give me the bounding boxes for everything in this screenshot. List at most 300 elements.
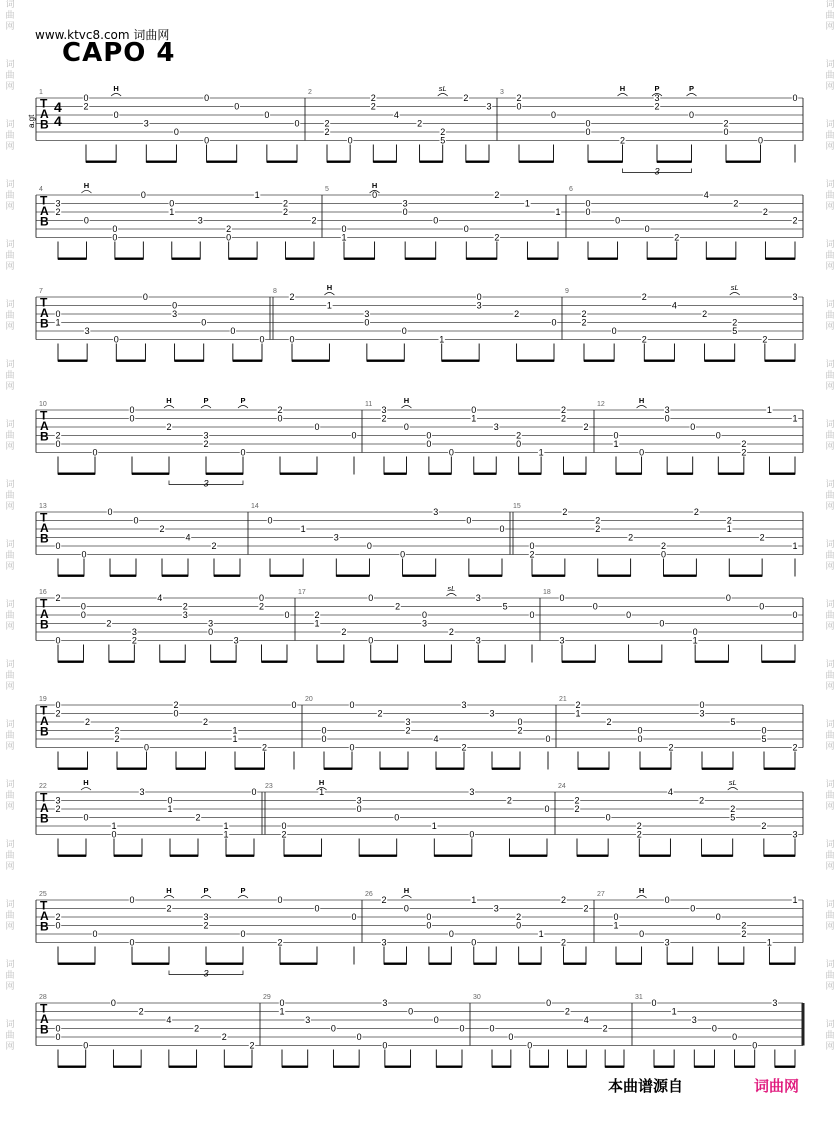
tab-note: 2 (506, 795, 512, 806)
tab-note: 0 (347, 135, 353, 146)
tab-note: 0 (403, 903, 409, 914)
tab-note: 2 (561, 405, 567, 416)
tab-note: 0 (433, 215, 439, 226)
tab-note: 2 (131, 635, 137, 646)
watermark-mark: 词 曲 网 (825, 840, 835, 872)
tab-note: 0 (314, 422, 320, 433)
note-beam (729, 575, 762, 577)
technique-slur (238, 406, 248, 409)
tab-note: 0 (408, 1006, 414, 1017)
note-beam (113, 1066, 141, 1068)
tab-note: 0 (757, 135, 764, 146)
watermark-mark: 词 曲 网 (825, 900, 835, 932)
tab-note: 3 (172, 309, 178, 320)
note-beam (206, 473, 243, 475)
tab-note: 0 (234, 101, 240, 112)
note-beam (616, 473, 642, 475)
technique-slur (401, 896, 411, 899)
tab-note: 0 (55, 1032, 61, 1043)
measure-number: 22 (39, 783, 47, 790)
tab-note: 2 (324, 118, 330, 129)
tab-note: 1 (792, 541, 798, 552)
tab-note: 0 (294, 118, 300, 129)
note-beam (58, 1066, 86, 1068)
note-beam (385, 1066, 411, 1068)
tab-clef-letter: A (40, 800, 49, 815)
tab-note: 0 (173, 708, 179, 719)
tab-clef-letter: A (40, 713, 49, 728)
tab-note: 0 (81, 549, 87, 560)
tab-note: 1 (319, 787, 325, 798)
note-beam (616, 963, 642, 965)
technique-slur (201, 896, 211, 899)
tab-note: 3 (405, 717, 411, 728)
tab-note: 2 (211, 541, 217, 552)
tab-note: 1 (766, 937, 772, 948)
measure-number: 6 (569, 186, 573, 193)
tab-note: 0 (277, 413, 283, 424)
tab-note: 1 (575, 708, 581, 719)
tab-note: 2 (792, 215, 798, 226)
tab-note: 1 (524, 198, 530, 209)
tab-system (36, 283, 803, 362)
tab-note: 0 (463, 224, 469, 235)
watermark-mark: 词 曲 网 (825, 240, 835, 272)
note-beam (578, 768, 609, 770)
tab-note: 2 (202, 717, 209, 728)
tab-note: 2 (723, 118, 729, 129)
technique-label: H (638, 396, 645, 405)
tab-note: 2 (194, 1023, 200, 1034)
watermark-mark: 词 曲 网 (5, 780, 15, 812)
watermark-mark: 词 曲 网 (825, 0, 835, 32)
tab-note: 1 (232, 734, 238, 745)
tab-note: 0 (240, 929, 246, 940)
note-beam (170, 855, 198, 857)
note-beam (765, 258, 795, 260)
technique-slur (446, 594, 456, 597)
tab-note: 2 (203, 439, 209, 450)
tab-note: 0 (592, 601, 598, 612)
note-beam (605, 1066, 624, 1068)
tab-note: 0 (527, 1040, 533, 1051)
note-beam (333, 1066, 359, 1068)
time-signature: 4 (54, 99, 62, 115)
technique-label: P (688, 84, 695, 93)
tab-note: 2 (377, 708, 383, 719)
tab-note: 0 (466, 515, 472, 526)
tab-note: 1 (766, 405, 772, 416)
tab-note: 0 (372, 190, 378, 201)
tab-note: 4 (393, 110, 399, 121)
note-beam (267, 161, 297, 163)
tab-clef-letter: B (40, 617, 49, 632)
tab-note: 0 (167, 795, 173, 806)
tab-note: 2 (55, 593, 61, 604)
instrument-label: a.gt (27, 114, 36, 128)
tab-note: 2 (55, 708, 61, 719)
note-beam (373, 161, 396, 163)
measure-number: 20 (305, 696, 313, 703)
tab-note: 2 (517, 725, 523, 736)
technique-label: H (318, 778, 325, 787)
tab-note: 2 (55, 912, 61, 923)
note-beam (280, 963, 317, 965)
tab-note: 0 (267, 515, 273, 526)
tab-note: 3 (55, 795, 61, 806)
tab-note: 2 (381, 413, 387, 424)
measure-number: 28 (39, 994, 47, 1001)
note-beam (224, 1066, 252, 1068)
tab-system (36, 696, 803, 770)
note-beam (58, 963, 95, 965)
tab-note: 0 (83, 93, 89, 104)
tab-note: 2 (730, 804, 736, 815)
note-beam (564, 473, 586, 475)
note-beam (466, 161, 489, 163)
measure-number: 3 (500, 89, 504, 96)
measure-number: 23 (265, 783, 273, 790)
watermark-mark: 词 曲 网 (825, 780, 835, 812)
tab-note: 0 (690, 422, 696, 433)
tab-note: 0 (471, 405, 477, 416)
footer-source-text: 本曲谱源自 (608, 1077, 684, 1095)
tab-note: 2 (173, 700, 179, 711)
tab-clef-letter: T (40, 96, 48, 111)
measure-number: 15 (513, 503, 521, 510)
watermark-mark: 词 曲 网 (5, 1020, 15, 1052)
time-signature: 4 (54, 113, 62, 129)
tab-note: 0 (613, 430, 619, 441)
technique-slur (324, 293, 334, 296)
note-beam (492, 1066, 511, 1068)
note-beam (702, 855, 733, 857)
tab-note: 1 (792, 413, 798, 424)
tab-note: 0 (143, 742, 150, 753)
tab-note: 0 (517, 717, 523, 728)
technique-label: P (240, 886, 246, 895)
watermark-mark: 词 曲 网 (5, 660, 15, 692)
note-beam (384, 963, 406, 965)
measure-number: 13 (39, 503, 47, 510)
watermark-mark: 词 曲 网 (825, 600, 835, 632)
tab-note: 2 (138, 1006, 144, 1017)
note-beam (436, 1066, 462, 1068)
tab-note: 2 (693, 507, 699, 518)
tab-note: 0 (516, 920, 522, 931)
tab-clef-letter: B (40, 214, 49, 229)
tab-note: 2 (55, 804, 61, 815)
tab-note: 2 (575, 700, 581, 711)
tab-note: 2 (259, 601, 265, 612)
note-beam (162, 575, 188, 577)
technique-label: H (403, 886, 410, 895)
note-beam (509, 855, 547, 857)
watermark-mark: 词 曲 网 (5, 480, 15, 512)
tab-note: 2 (277, 937, 283, 948)
note-beam (58, 575, 84, 577)
tab-note: 0 (55, 439, 61, 450)
note-beam (664, 575, 697, 577)
technique-slur (164, 896, 174, 899)
note-beam (474, 963, 496, 965)
technique-label: H (83, 181, 90, 190)
note-beam (110, 575, 136, 577)
note-beam (117, 768, 147, 770)
tab-note: 0 (585, 198, 591, 209)
tab-note: 0 (83, 215, 89, 226)
technique-label: H (113, 84, 119, 93)
note-beam (567, 1066, 586, 1068)
note-beam (702, 768, 733, 770)
watermark-mark: 词 曲 网 (5, 360, 15, 392)
triplet-mark: 3 (203, 968, 209, 979)
tab-note: 0 (129, 413, 135, 424)
capo-title: CAPO 4 (62, 38, 176, 68)
tab-note: 2 (574, 804, 580, 815)
measure-number: 27 (597, 891, 605, 898)
note-beam (478, 661, 505, 663)
tab-note: 5 (502, 601, 508, 612)
tab-note: 2 (702, 309, 708, 320)
tab-note: 0 (611, 326, 617, 337)
note-beam (425, 661, 452, 663)
technique-slur (438, 94, 448, 97)
tab-note: 3 (493, 903, 499, 914)
tab-note: 0 (341, 224, 347, 235)
tab-note: 3 (664, 937, 670, 948)
note-beam (434, 855, 472, 857)
tab-note: 3 (233, 635, 239, 646)
note-beam (282, 1066, 308, 1068)
note-beam (86, 161, 116, 163)
note-beam (226, 855, 254, 857)
note-beam (169, 1066, 197, 1068)
tab-clef-letter: B (40, 1022, 49, 1037)
tab-clef-letter: B (40, 919, 49, 934)
tab-note: 3 (792, 292, 798, 303)
technique-label: H (166, 396, 172, 405)
tab-clef-letter: B (40, 724, 49, 739)
tab-note: 0 (349, 700, 355, 711)
note-beam (58, 360, 87, 362)
technique-label: sL (438, 84, 447, 93)
tab-clef-letter: B (40, 117, 49, 132)
tab-note: 1 (671, 1006, 677, 1017)
tab-note: 0 (330, 1023, 336, 1034)
technique-slur (618, 94, 628, 97)
tab-note: 2 (203, 920, 209, 931)
note-beam (403, 575, 436, 577)
tab-note: 2 (311, 215, 317, 226)
note-beam (718, 963, 744, 965)
tab-note: 0 (476, 292, 482, 303)
note-beam (726, 161, 761, 163)
tab-note: 5 (732, 326, 738, 337)
tab-note: 3 (433, 507, 439, 518)
tab-note: 2 (619, 135, 626, 146)
technique-slur (164, 406, 174, 409)
tab-note: 2 (699, 795, 705, 806)
tab-note: 5 (730, 717, 736, 728)
tab-note: 0 (111, 829, 117, 840)
note-beam (466, 258, 497, 260)
tab-clef-letter: T (40, 898, 48, 913)
tab-note: 1 (254, 190, 260, 201)
tab-note: 0 (711, 1023, 717, 1034)
note-beam (718, 473, 744, 475)
measure-number: 31 (635, 994, 643, 1001)
watermark-mark: 词 曲 网 (5, 720, 15, 752)
tab-note: 2 (461, 742, 467, 753)
technique-label: sL (447, 584, 456, 593)
tab-note: 2 (463, 93, 469, 104)
note-beam (359, 855, 397, 857)
tab-note: 0 (368, 635, 374, 646)
tab-note: 1 (692, 635, 698, 646)
tab-note: 2 (564, 1006, 570, 1017)
tab-note: 3 (333, 532, 339, 543)
tab-note: 3 (55, 198, 61, 209)
tab-note: 0 (291, 700, 297, 711)
note-beam (327, 161, 350, 163)
tab-clef-letter: T (40, 703, 48, 718)
note-beam (58, 768, 88, 770)
measure-number: 24 (558, 783, 566, 790)
note-beam (695, 661, 728, 663)
tab-note: 3 (208, 618, 214, 629)
tab-note: 0 (637, 734, 643, 745)
tab-note: 0 (142, 292, 148, 303)
note-beam (429, 473, 451, 475)
watermark-mark: 词 曲 网 (5, 600, 15, 632)
tab-clef-letter: T (40, 295, 48, 310)
tab-note: 2 (381, 895, 387, 906)
note-beam (667, 963, 693, 965)
tab-note: 0 (113, 334, 119, 345)
technique-label: H (619, 84, 626, 93)
tab-note: 0 (529, 541, 535, 552)
note-beam (292, 360, 329, 362)
note-beam (588, 258, 618, 260)
technique-slur (687, 94, 697, 97)
note-beam (764, 855, 795, 857)
tab-note: 2 (283, 207, 289, 218)
site-url: www.ktvc8.com 词曲网 (35, 28, 170, 42)
tab-clef-letter: A (40, 520, 49, 535)
tab-note: 0 (55, 1023, 61, 1034)
tab-note: 3 (182, 610, 188, 621)
tab-note: 4 (185, 532, 191, 543)
tab-clef-letter: A (40, 606, 49, 621)
tab-note: 0 (690, 903, 696, 914)
tab-note: 0 (644, 224, 650, 235)
tab-note: 2 (761, 821, 767, 832)
tab-clef-letter: A (40, 1011, 49, 1026)
tab-note: 0 (585, 127, 591, 138)
note-beam (775, 1066, 795, 1068)
watermark-mark: 词 曲 网 (825, 480, 835, 512)
tab-note: 0 (112, 224, 118, 235)
tab-note: 0 (688, 110, 695, 121)
tab-note: 1 (613, 920, 619, 931)
tab-note: 2 (514, 309, 520, 320)
note-beam (765, 360, 795, 362)
tab-note: 0 (83, 812, 89, 823)
tab-note: 1 (431, 821, 437, 832)
note-beam (344, 258, 375, 260)
tab-note: 0 (349, 742, 355, 753)
tab-note: 2 (562, 507, 568, 518)
tab-note: 1 (326, 300, 332, 311)
tab-note: 0 (55, 920, 61, 931)
tab-note: 0 (281, 821, 287, 832)
note-beam (639, 855, 670, 857)
watermark-mark: 词 曲 网 (825, 300, 835, 332)
tab-note: 0 (83, 1040, 89, 1051)
tab-note: 2 (654, 101, 660, 112)
tab-note: 2 (581, 317, 587, 328)
tab-system (36, 503, 803, 577)
tab-system (36, 994, 803, 1068)
tab-note: 0 (129, 405, 135, 416)
tab-note: 0 (92, 929, 98, 940)
tab-note: 1 (726, 524, 732, 535)
watermark-mark: 词 曲 网 (5, 0, 15, 32)
tab-note: 5 (440, 135, 446, 146)
watermark-mark: 词 曲 网 (5, 540, 15, 572)
tab-note: 4 (703, 190, 709, 201)
tab-note: 2 (595, 515, 601, 526)
tab-note: 1 (167, 804, 173, 815)
tab-note: 1 (55, 317, 61, 328)
watermark-mark: 词 曲 网 (5, 240, 15, 272)
tab-system (27, 84, 803, 177)
tab-note: 0 (613, 912, 619, 923)
note-beam (317, 661, 344, 663)
measure-number: 29 (263, 994, 271, 1001)
tab-note: 0 (113, 110, 119, 121)
note-beam (115, 258, 143, 260)
tab-note: 0 (516, 101, 522, 112)
tab-note: 2 (516, 430, 522, 441)
tab-note: 3 (131, 627, 137, 638)
tab-note: 0 (692, 627, 698, 638)
note-beam (527, 258, 558, 260)
technique-label: P (654, 84, 660, 93)
tab-clef-letter: B (40, 531, 49, 546)
tab-note: 0 (448, 447, 454, 458)
tab-note: 1 (279, 1006, 285, 1017)
watermark-mark: 词 曲 网 (5, 840, 15, 872)
note-beam (233, 360, 262, 362)
tab-note: 1 (471, 895, 477, 906)
tab-note: 0 (426, 912, 432, 923)
watermark-mark: 词 曲 网 (825, 120, 835, 152)
technique-slur (637, 406, 647, 409)
tab-note: 2 (574, 795, 580, 806)
tab-clef-letter: A (40, 908, 49, 923)
tab-note: 0 (426, 430, 432, 441)
tab-note: 3 (489, 708, 495, 719)
tab-note: 0 (725, 593, 731, 604)
watermark-mark: 词 曲 网 (825, 660, 835, 692)
tab-clef-letter: T (40, 596, 48, 611)
technique-label: sL (730, 283, 739, 292)
note-beam (229, 258, 257, 260)
tab-note: 0 (92, 447, 98, 458)
technique-label: sL (728, 778, 737, 787)
